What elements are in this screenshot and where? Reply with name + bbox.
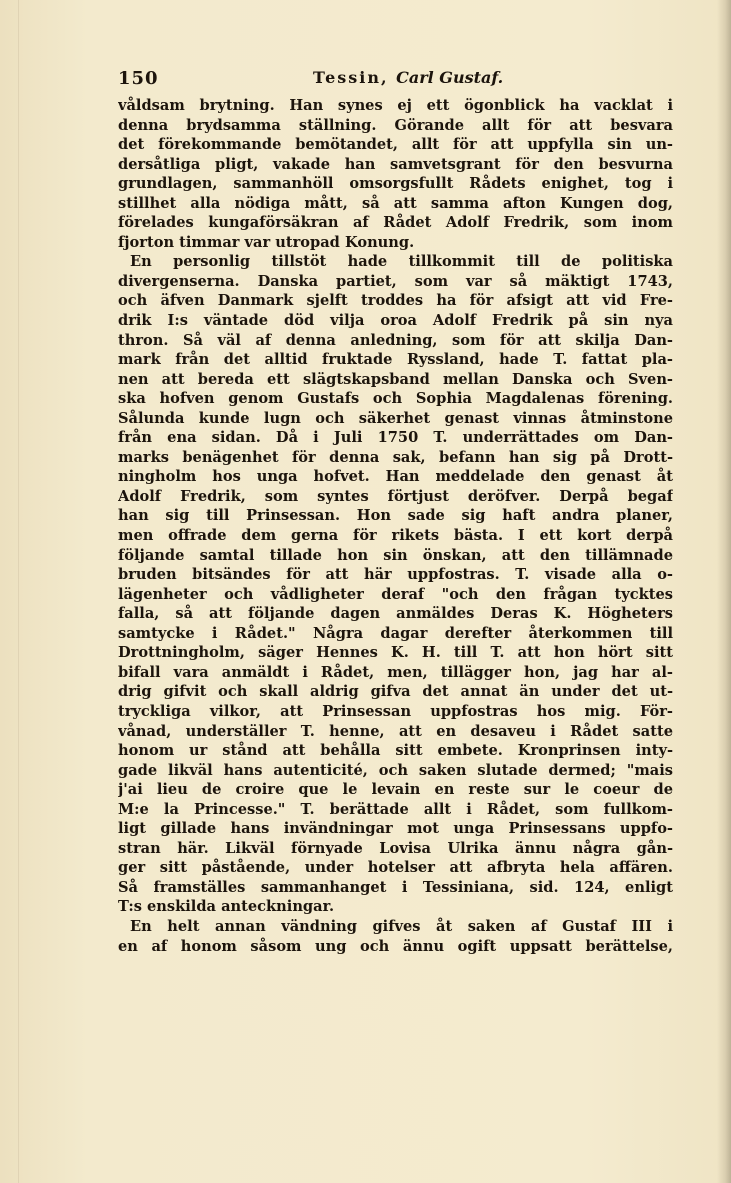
text-line: ligt gillade hans invändningar mot unga Prinsessans uppfo-	[118, 820, 673, 838]
text-line: stran här. Likväl förnyade Lovisa Ulrika ännu några gån-	[118, 839, 673, 857]
text-line: Adolf Fredrik, som syntes förtjust deröfver. Derpå begaf	[118, 487, 673, 505]
text-line: och äfven Danmark sjelft troddes ha för afsigt att vid Fre-	[118, 292, 673, 310]
text-line: tryckliga vilkor, att Prinsessan uppfostras hos mig. För-	[118, 702, 673, 720]
text-line: bruden bitsändes för att här uppfostras. T. visade alla o-	[118, 566, 673, 584]
running-head	[313, 68, 503, 87]
text-line: följande samtal tillade hon sin önskan, att den tillämnade	[118, 546, 673, 564]
text-line: en af honom såsom ung och ännu ogift uppsatt berättelse,	[118, 937, 673, 955]
text-line: förelades kungaförsäkran af Rådet Adolf Fredrik, som inom	[118, 214, 673, 232]
text-line: j'ai lieu de croire que le levain en reste sur le coeur de	[118, 781, 673, 799]
text-line: falla, så att följande dagen anmäldes Deras K. Högheters	[118, 605, 673, 623]
page-number: 150	[118, 68, 159, 89]
running-head-name: Tessin,	[313, 68, 389, 87]
text-line: fjorton timmar var utropad Konung.	[118, 233, 415, 251]
text-line: våldsam brytning. Han synes ej ett ögonblick ha vacklat i	[118, 97, 673, 114]
page-header	[118, 64, 678, 94]
text-line: thron. Så väl af denna anledning, som för att skilja Dan-	[118, 331, 673, 349]
text-line: M:e la Princesse." T. berättade allt i Rådet, som fullkom-	[118, 800, 673, 818]
text-line: En helt annan vändning gifves åt saken af Gustaf III i	[130, 917, 673, 935]
text-line: bifall vara anmäldt i Rådet, men, tillägger hon, jag har al-	[118, 663, 673, 681]
text-line: marks benägenhet för denna sak, befann han sig på Drott-	[118, 448, 673, 466]
text-line: dersåtliga pligt, vakade han samvetsgrant för den besvurna	[118, 155, 673, 173]
text-line: mark från det alltid fruktade Ryssland, hade T. fattat pla-	[118, 351, 673, 369]
text-line: Sålunda kunde lugn och säkerhet genast vinnas åtminstone	[118, 409, 673, 427]
running-head-title: Carl Gustaf.	[396, 68, 504, 87]
page-edge	[717, 0, 731, 1183]
text-line: drik I:s väntade död vilja oroa Adolf Fredrik på sin nya	[118, 312, 673, 330]
text-line: En personlig tillstöt hade tillkommit till de politiska	[130, 253, 673, 271]
text-line: ger sitt påstående, under hotelser att afbryta hela affären.	[118, 859, 673, 877]
text-line: gade likväl hans autenticité, och saken slutade dermed; "mais	[118, 761, 673, 779]
text-line: Så framställes sammanhanget i Tessiniana, sid. 124, enligt	[118, 878, 673, 896]
text-line: från ena sidan. Då i Juli 1750 T. underrättades om Dan-	[118, 429, 673, 447]
text-line: honom ur stånd att behålla sitt embete. Kronprinsen inty-	[118, 742, 673, 760]
text-line: det förekommande bemötandet, allt för att uppfylla sin un-	[118, 136, 673, 154]
text-line: nen att bereda ett slägtskapsband mellan Danska och Sven-	[118, 370, 673, 388]
text-line: vånad, underställer T. henne, att en desaveu i Rådet satte	[118, 722, 673, 740]
text-line: drig gifvit och skall aldrig gifva det annat än under det ut-	[118, 683, 673, 701]
text-line: T:s enskilda anteckningar.	[118, 898, 335, 916]
body-text	[118, 96, 673, 956]
binding-shadow	[18, 0, 19, 1183]
text-line: denna brydsamma ställning. Görande allt för att besvara	[118, 116, 673, 134]
text-line: ningholm hos unga hofvet. Han meddelade den genast åt	[118, 468, 673, 486]
text-line: Drottningholm, säger Hennes K. H. till T. att hon hört sitt	[118, 644, 673, 662]
text-line: lägenheter och vådligheter deraf "och den frågan tycktes	[118, 585, 673, 603]
text-line: men offrade dem gerna för rikets bästa. I ett kort derpå	[118, 527, 673, 545]
text-line: divergenserna. Danska partiet, som var så mäktigt 1743,	[118, 272, 673, 290]
text-line: stillhet alla nödiga mått, så att samma afton Kungen dog,	[118, 194, 673, 212]
text-line: grundlagen, sammanhöll omsorgsfullt Rådets enighet, tog i	[118, 175, 673, 193]
text-line: ska hofven genom Gustafs och Sophia Magdalenas förening.	[118, 390, 673, 408]
text-line: samtycke i Rådet." Några dagar derefter återkommen till	[118, 624, 673, 642]
text-line: han sig till Prinsessan. Hon sade sig haft andra planer,	[118, 507, 673, 525]
